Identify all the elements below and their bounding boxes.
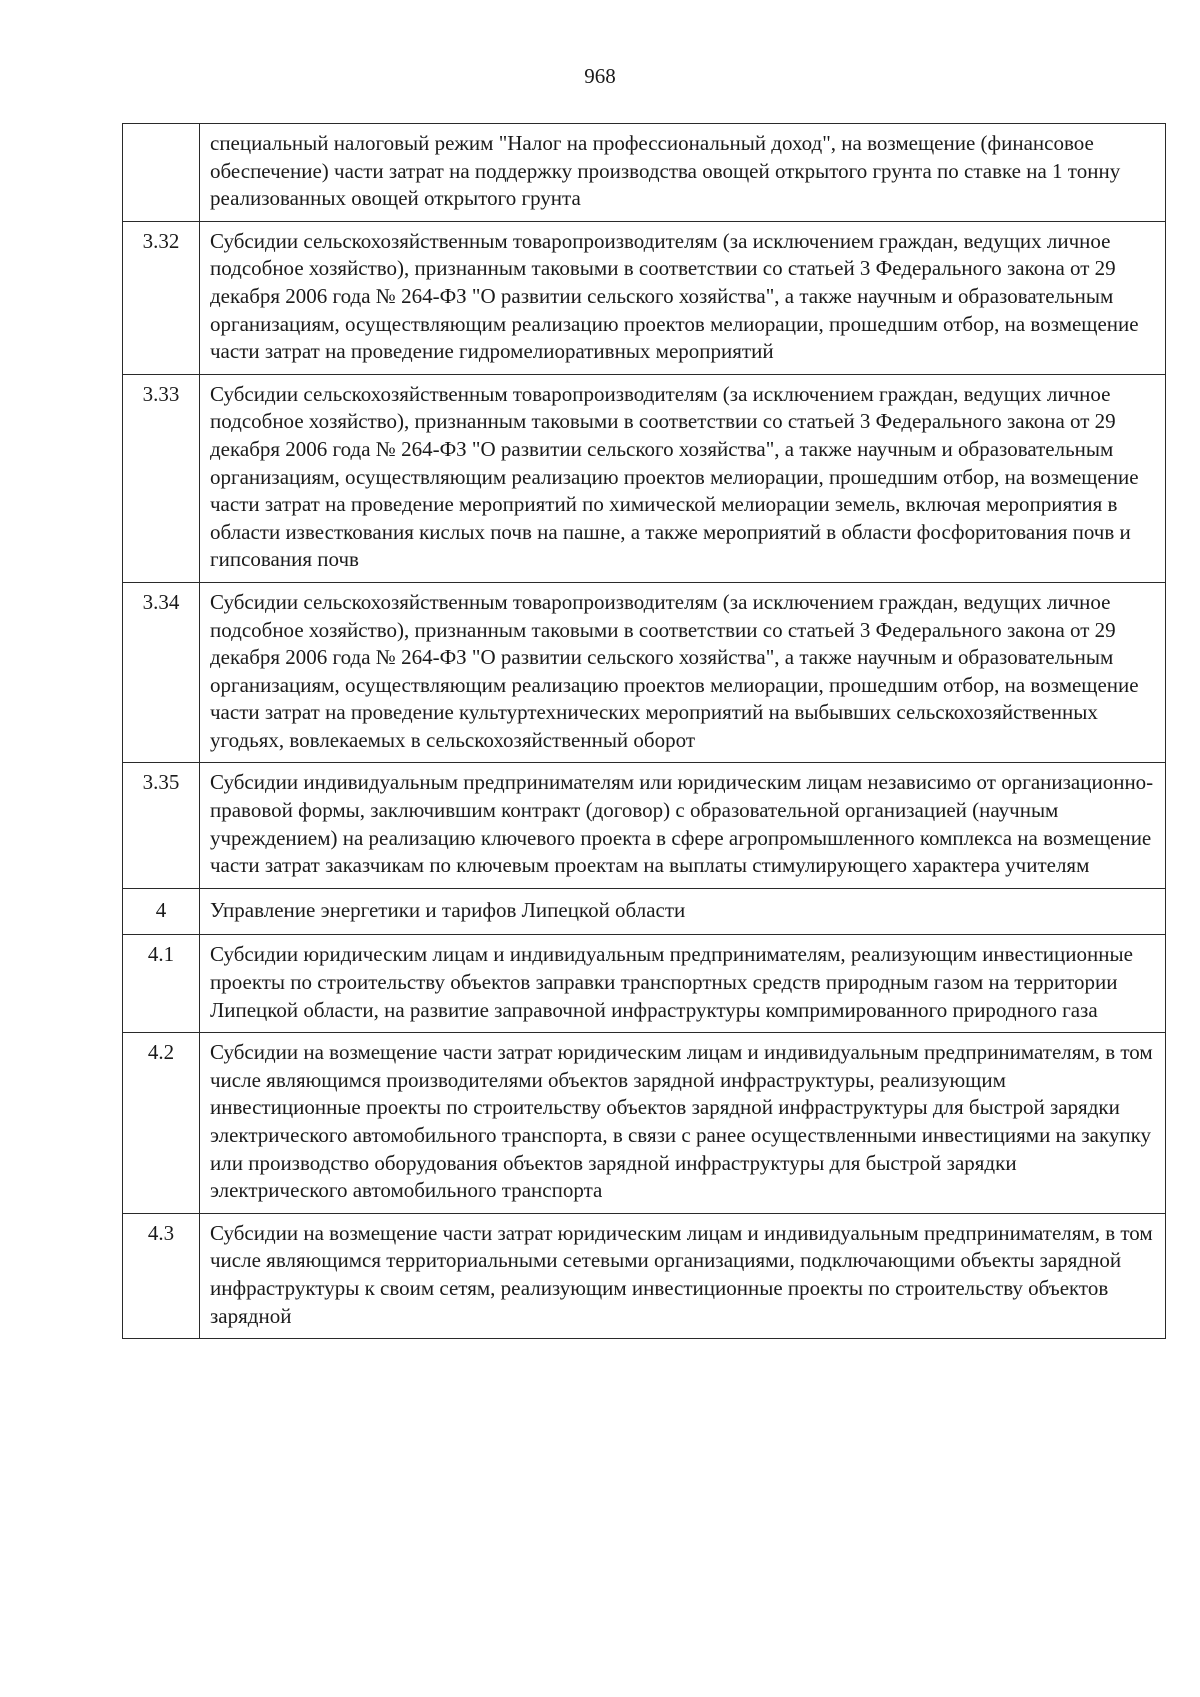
row-text: Субсидии на возмещение части затрат юридическим лицам и индивидуальным предпринимателям, в том числе являющимся территориальными сетевыми организациями, подключающими объекты зарядной инфраструктуры к своим сетям, реализующим инвестиционные проекты по строительству объектов зарядной xyxy=(200,1213,1166,1338)
row-text: Субсидии сельскохозяйственным товаропроизводителям (за исключением граждан, ведущих личное подсобное хозяйство), признанным таковыми в соответствии со статьей 3 Федерального закона от 29 декабря 2006 года № 264-ФЗ "О развитии сельского хозяйства", а также научным и образовательным организациям, осуществляющим реализацию проектов мелиорации, прошедшим отбор, на возмещение части затрат на проведение культуртехнических мероприятий на выбывших сельскохозяйственных угодьях, вовлекаемых в сельскохозяйственный оборот xyxy=(200,582,1166,763)
table-row xyxy=(123,935,1166,1033)
subsidies-table xyxy=(122,123,1166,1339)
table-row xyxy=(123,763,1166,888)
row-number: 3.32 xyxy=(123,221,200,374)
table-row xyxy=(123,124,1166,222)
row-number: 4.2 xyxy=(123,1033,200,1214)
table-row xyxy=(123,1033,1166,1214)
row-number: 4 xyxy=(123,888,200,935)
row-text: Субсидии сельскохозяйственным товаропроизводителям (за исключением граждан, ведущих личное подсобное хозяйство), признанным таковыми в соответствии со статьей 3 Федерального закона от 29 декабря 2006 года № 264-ФЗ "О развитии сельского хозяйства", а также научным и образовательным организациям, осуществляющим реализацию проектов мелиорации, прошедшим отбор, на возмещение части затрат на проведение мероприятий по химической мелиорации земель, включая мероприятия в области известкования кислых почв на пашне, а также мероприятий в области фосфоритования почв и гипсования почв xyxy=(200,374,1166,582)
row-text: Субсидии индивидуальным предпринимателям или юридическим лицам независимо от организационно-правовой формы, заключившим контракт (договор) с образовательной организацией (научным учреждением) на реализацию ключевого проекта в сфере агропромышленного комплекса на возмещение части затрат заказчикам по ключевым проектам на выплаты стимулирующего характера учителям xyxy=(200,763,1166,888)
table-row xyxy=(123,374,1166,582)
row-text: специальный налоговый режим "Налог на профессиональный доход", на возмещение (финансовое обеспечение) части затрат на поддержку производства овощей открытого грунта по ставке на 1 тонну реализованных овощей открытого грунта xyxy=(200,124,1166,222)
row-number: 3.34 xyxy=(123,582,200,763)
row-text: Субсидии на возмещение части затрат юридическим лицам и индивидуальным предпринимателям, в том числе являющимся производителями объектов зарядной инфраструктуры, реализующим инвестиционные проекты по строительству объектов зарядной инфраструктуры для быстрой зарядки электрического автомобильного транспорта, в связи с ранее осуществленными инвестициями на закупку или производство оборудования объектов зарядной инфраструктуры для быстрой зарядки электрического автомобильного транспорта xyxy=(200,1033,1166,1214)
table-row xyxy=(123,582,1166,763)
table-row xyxy=(123,1213,1166,1338)
table-row xyxy=(123,221,1166,374)
row-text: Субсидии сельскохозяйственным товаропроизводителям (за исключением граждан, ведущих личное подсобное хозяйство), признанным таковыми в соответствии со статьей 3 Федерального закона от 29 декабря 2006 года № 264-ФЗ "О развитии сельского хозяйства", а также научным и образовательным организациям, осуществляющим реализацию проектов мелиорации, прошедшим отбор, на возмещение части затрат на проведение гидромелиоративных мероприятий xyxy=(200,221,1166,374)
section-title: Управление энергетики и тарифов Липецкой области xyxy=(200,888,1166,935)
row-number: 3.33 xyxy=(123,374,200,582)
page-number: 968 xyxy=(584,64,616,88)
section-header-row xyxy=(123,888,1166,935)
row-number: 3.35 xyxy=(123,763,200,888)
row-number: 4.3 xyxy=(123,1213,200,1338)
row-number xyxy=(123,124,200,222)
row-text: Субсидии юридическим лицам и индивидуальным предпринимателям, реализующим инвестиционные проекты по строительству объектов заправки транспортных средств природным газом на территории Липецкой области, на развитие заправочной инфраструктуры компримированного природного газа xyxy=(200,935,1166,1033)
row-number: 4.1 xyxy=(123,935,200,1033)
